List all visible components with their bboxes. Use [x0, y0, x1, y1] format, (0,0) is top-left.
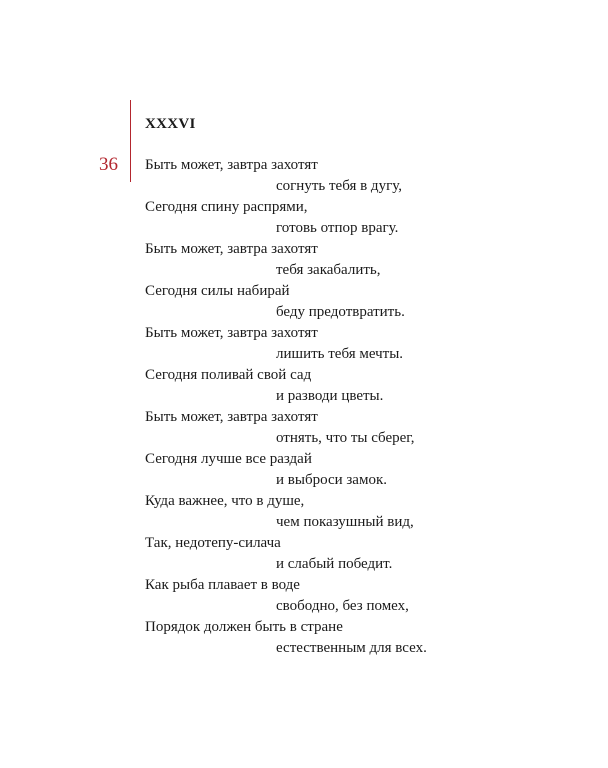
poem-line: Порядок должен быть в стране	[145, 619, 343, 635]
poem-line: Сегодня поливай свой сад	[145, 367, 312, 383]
poem-line: тебя закабалить,	[276, 262, 381, 278]
poem-line: Так, недотепу-силача	[145, 535, 281, 551]
poem-line: Сегодня спину распрями,	[145, 199, 308, 215]
poem-line: согнуть тебя в дугу,	[276, 178, 402, 194]
poem-line: Сегодня лучше все раздай	[145, 451, 312, 467]
poem-line: Быть может, завтра захотят	[145, 157, 318, 173]
poem-body	[0, 155, 608, 659]
poem-line: отнять, что ты сберег,	[276, 430, 415, 446]
page-number: 36	[99, 154, 118, 175]
poem-line: Сегодня силы набирай	[145, 283, 290, 299]
section-title: XXXVI	[145, 116, 196, 132]
poem-line: беду предотвратить.	[276, 304, 405, 320]
poem-line: естественным для всех.	[276, 640, 427, 656]
poem-line: свободно, без помех,	[276, 598, 409, 614]
poem-line: чем показушный вид,	[276, 514, 414, 530]
poem-line: и слабый победит.	[276, 556, 393, 572]
poem-line: Быть может, завтра захотят	[145, 325, 318, 341]
poem-line: Куда важнее, что в душе,	[145, 493, 305, 509]
poem-line: и разводи цветы.	[276, 388, 384, 404]
poem-line: и выброси замок.	[276, 472, 387, 488]
poem-line: лишить тебя мечты.	[276, 346, 404, 362]
poem-line: Быть может, завтра захотят	[145, 241, 318, 257]
poem-line: готовь отпор врагу.	[276, 220, 399, 236]
poem-line: Быть может, завтра захотят	[145, 409, 318, 425]
poem-line: Как рыба плавает в воде	[145, 577, 300, 593]
